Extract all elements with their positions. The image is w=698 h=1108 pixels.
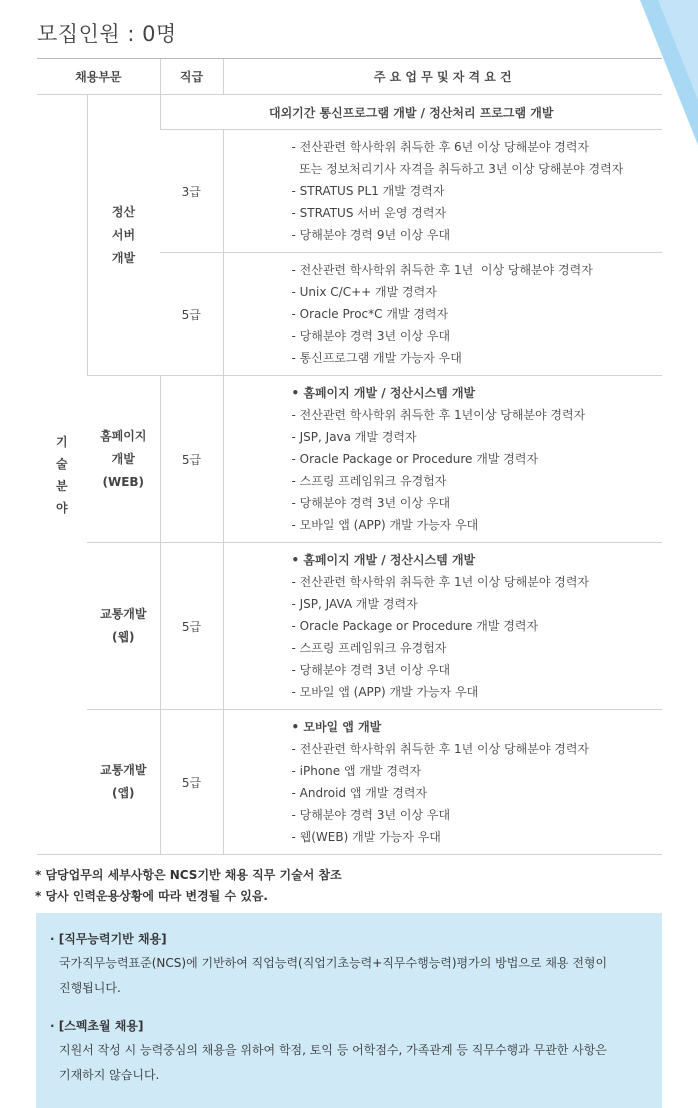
duty-item: - 전산관련 학사학위 취득한 후 6년 이상 당해분야 경력자: [291, 140, 590, 154]
header-grade: 직급: [160, 59, 223, 95]
duty-item: - JSP, Java 개발 경력자: [291, 430, 417, 444]
group-name-cell: [87, 95, 160, 376]
duty-item: - 전산관련 학사학위 취득한 후 1년이상 당해분야 경력자: [291, 408, 586, 422]
group-name-cell: [87, 376, 160, 543]
header-duties: 주 요 업 무 및 자 격 요 건: [223, 59, 662, 95]
duty-item: - Oracle Package or Procedure 개발 경력자: [291, 619, 539, 633]
duty-item: - Android 앱 개발 경력자: [291, 786, 428, 800]
grade-cell: 5급: [160, 710, 223, 855]
group-name: 정산 서버 개발: [111, 204, 136, 265]
duty-item: 또는 정보처리기사 자격을 취득하고 3년 이상 당해분야 경력자: [291, 162, 624, 176]
duty-item: - STRATUS 서버 운영 경력자: [291, 206, 447, 220]
duty-list: [292, 259, 663, 369]
duty-list: [292, 549, 663, 703]
table-row: [37, 95, 662, 130]
info-line: 지원서 작성 시 능력중심의 채용을 위하여 학점, 토익 등 어학점수, 가족관계 등 직무수행과 무관한 사항은: [59, 1043, 607, 1057]
page-title: 모집인원 : 0명: [37, 22, 177, 46]
duty-item: - 웹(WEB) 개발 가능자 우대: [291, 830, 441, 844]
grade-cell: 5급: [160, 253, 223, 376]
duty-item: - 전산관련 학사학위 취득한 후 1년 이상 당해분야 경력자: [291, 263, 593, 277]
info-section: [50, 930, 662, 1001]
table-row: [37, 543, 662, 710]
duties-cell: [223, 376, 662, 543]
notes: [35, 865, 342, 907]
info-line: 국가직무능력표준(NCS)에 기반하여 직업능력(직업기초능력+직무수행능력)평가의 방법으로 채용 전형이: [59, 956, 608, 970]
duty-item: - 모바일 앱 (APP) 개발 가능자 우대: [291, 518, 479, 532]
info-title: · [직무능력기반 채용]: [50, 932, 167, 946]
duty-item: - 통신프로그램 개발 가능자 우대: [291, 351, 462, 365]
note-line: * 당사 인력운용상황에 따라 변경될 수 있음.: [35, 889, 268, 903]
grade-cell: 5급: [160, 376, 223, 543]
category-label: 기 술 분 야: [55, 434, 68, 515]
duty-item: - 전산관련 학사학위 취득한 후 1년 이상 당해분야 경력자: [291, 742, 590, 756]
duty-item: - STRATUS PL1 개발 경력자: [291, 184, 445, 198]
duty-title: • 홈페이지 개발 / 정산시스템 개발: [291, 386, 476, 400]
duty-item: - 당해분야 경력 9년 이상 우대: [291, 228, 451, 242]
duty-item: - 당해분야 경력 3년 이상 우대: [291, 496, 451, 510]
group-name: 교통개발 (앱): [100, 763, 147, 800]
info-line: 진행됩니다.: [59, 981, 121, 995]
duty-item: - Oracle Package or Procedure 개발 경력자: [291, 452, 539, 466]
recruitment-table: [37, 58, 662, 855]
header-field: 채용부문: [37, 59, 160, 95]
duty-item: - JSP, JAVA 개발 경력자: [291, 597, 418, 611]
duty-list: [292, 382, 663, 536]
duties-cell: [223, 543, 662, 710]
info-line: 기재하지 않습니다.: [59, 1068, 160, 1082]
duty-item: - 당해분야 경력 3년 이상 우대: [291, 329, 451, 343]
duty-item: - Oracle Proc*C 개발 경력자: [291, 307, 449, 321]
duty-item: - 당해분야 경력 3년 이상 우대: [291, 808, 451, 822]
duties-cell: [223, 710, 662, 855]
grade-cell: 3급: [160, 130, 223, 253]
table-header-row: [37, 59, 662, 95]
group-name: 홈페이지 개발 (WEB): [100, 428, 147, 489]
note-line: * 담당업무의 세부사항은 NCS기반 채용 직무 기술서 참조: [35, 868, 342, 882]
duty-list: [292, 716, 663, 848]
duty-item: - 당해분야 경력 3년 이상 우대: [291, 663, 451, 677]
group-name-cell: [87, 543, 160, 710]
duty-item: - 전산관련 학사학위 취득한 후 1년 이상 당해분야 경력자: [291, 575, 590, 589]
duty-list: [292, 136, 663, 246]
grade-cell: 5급: [160, 543, 223, 710]
info-box: [36, 913, 662, 1108]
info-title: · [스펙초월 채용]: [50, 1019, 144, 1033]
info-body: [50, 1038, 662, 1088]
duty-title: • 홈페이지 개발 / 정산시스템 개발: [291, 553, 476, 567]
duty-item: - iPhone 앱 개발 경력자: [291, 764, 422, 778]
duty-item: - 스프링 프레임워크 유경험자: [291, 474, 447, 488]
duties-cell: [223, 253, 662, 376]
group-name: 교통개발 (웹): [100, 607, 147, 644]
group-name-cell: [87, 710, 160, 855]
duty-item: - 모바일 앱 (APP) 개발 가능자 우대: [291, 685, 479, 699]
table-row: [37, 710, 662, 855]
table-row: [37, 376, 662, 543]
info-section: [50, 1017, 662, 1088]
info-body: [50, 951, 662, 1001]
duty-item: - Unix C/C++ 개발 경력자: [291, 285, 437, 299]
duty-title: • 모바일 앱 개발: [291, 720, 382, 734]
duty-item: - 스프링 프레임워크 유경험자: [291, 641, 447, 655]
duties-cell: [223, 130, 662, 253]
category-cell: [37, 95, 87, 855]
duty-header: 대외기간 통신프로그램 개발 / 정산처리 프로그램 개발: [160, 95, 662, 130]
